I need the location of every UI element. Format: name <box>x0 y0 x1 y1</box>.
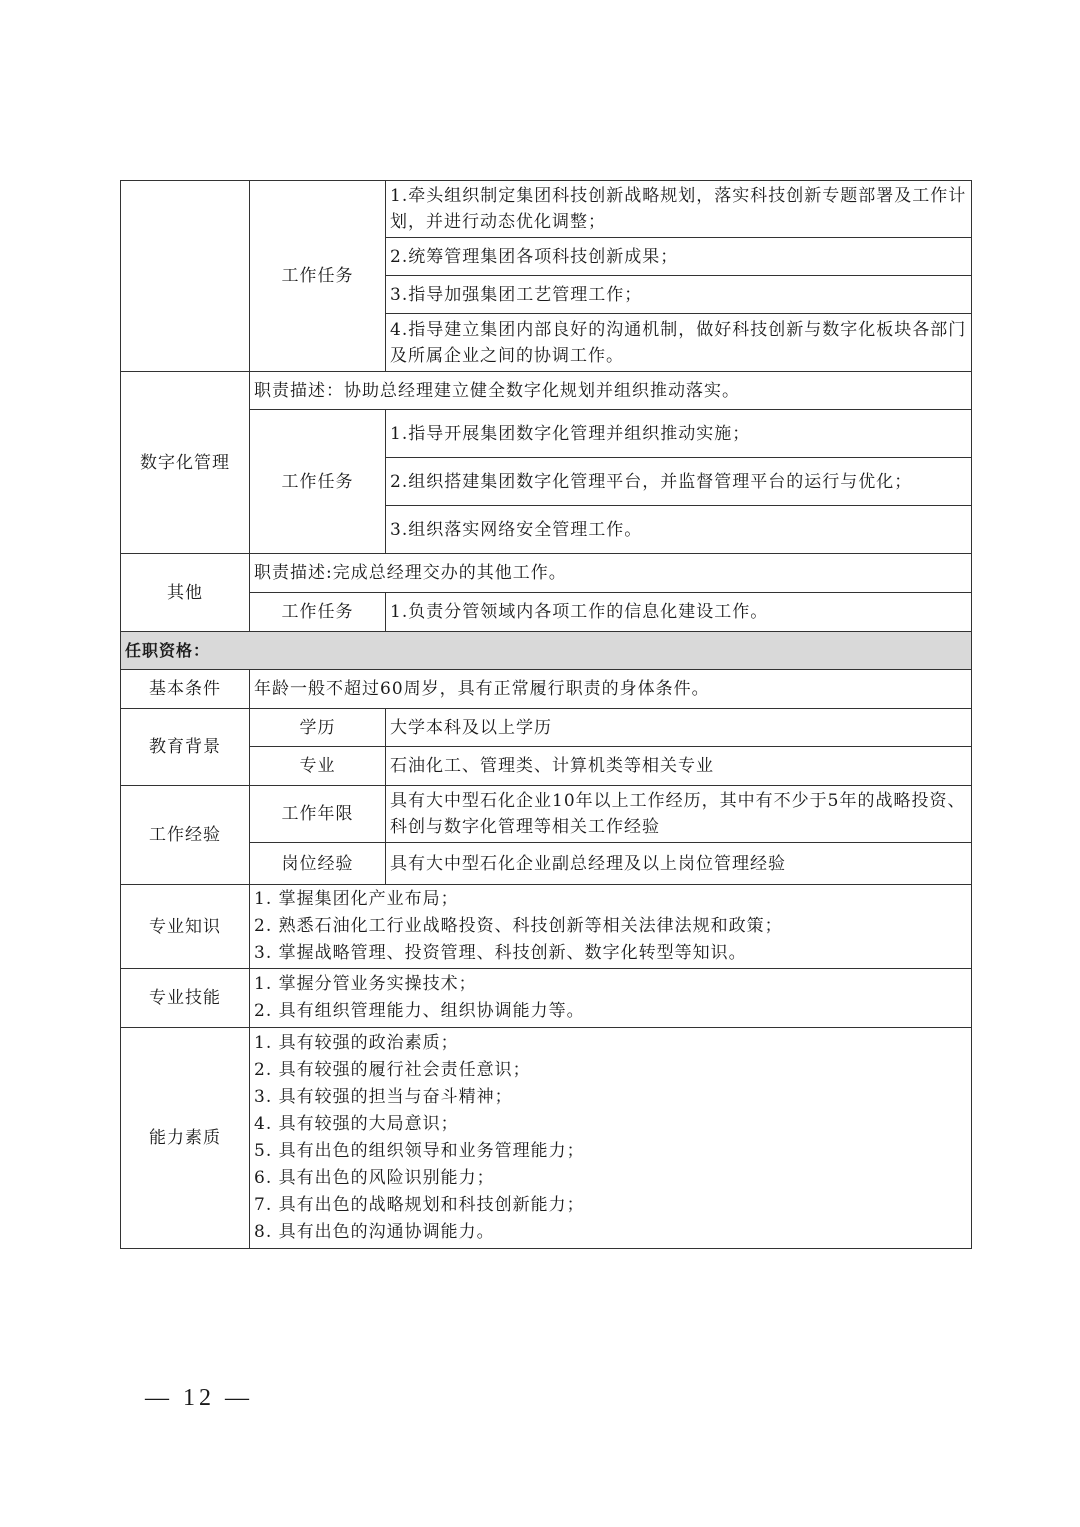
list-item: 5. 具有出色的组织领导和业务管理能力； <box>254 1141 585 1161</box>
list-item: 3. 掌握战略管理、投资管理、科技创新、数字化转型等知识。 <box>254 943 747 963</box>
list-item: 4. 具有较强的大局意识； <box>254 1114 459 1134</box>
basic-label: 基本条件 <box>121 670 250 709</box>
list-item: 1. 具有较强的政治素质； <box>254 1033 459 1053</box>
other-label: 其他 <box>121 554 250 632</box>
experience-label: 工作经验 <box>121 786 250 885</box>
list-item: 6. 具有出色的风险识别能力； <box>254 1168 495 1188</box>
post-label: 岗位经验 <box>250 843 386 885</box>
task-item: 3.组织落实网络安全管理工作。 <box>386 506 972 554</box>
digital-desc: 职责描述：协助总经理建立健全数字化规划并组织推动落实。 <box>250 372 972 410</box>
knowledge-label: 专业知识 <box>121 885 250 969</box>
skills-label: 专业技能 <box>121 969 250 1028</box>
list-item: 2. 熟悉石油化工行业战略投资、科技创新等相关法律法规和政策； <box>254 916 783 936</box>
education-label: 教育背景 <box>121 709 250 786</box>
list-item: 2. 具有较强的履行社会责任意识； <box>254 1060 531 1080</box>
degree-label: 学历 <box>250 709 386 747</box>
major-label: 专业 <box>250 747 386 786</box>
task-item: 4.指导建立集团内部良好的沟通机制，做好科技创新与数字化板块各部门及所属企业之间的协调工作。 <box>386 314 972 372</box>
list-item: 7. 具有出色的战略规划和科技创新能力； <box>254 1195 585 1215</box>
work-tasks-label: 工作任务 <box>250 181 386 372</box>
knowledge-list <box>250 885 972 969</box>
years-value: 具有大中型石化企业10年以上工作经历，其中有不少于5年的战略投资、科创与数字化管理等相关工作经验 <box>386 786 972 843</box>
task-item: 1.负责分管领域内各项工作的信息化建设工作。 <box>386 593 972 632</box>
list-item: 1. 掌握分管业务实操技术； <box>254 974 477 994</box>
list-item: 8. 具有出色的沟通协调能力。 <box>254 1222 495 1242</box>
other-task-label: 工作任务 <box>250 593 386 632</box>
degree-value: 大学本科及以上学历 <box>386 709 972 747</box>
digital-label: 数字化管理 <box>121 372 250 554</box>
ability-list <box>250 1028 972 1249</box>
post-value: 具有大中型石化企业副总经理及以上岗位管理经验 <box>386 843 972 885</box>
ability-label: 能力素质 <box>121 1028 250 1249</box>
major-value: 石油化工、管理类、计算机类等相关专业 <box>386 747 972 786</box>
page-number: — 12 — <box>145 1385 253 1411</box>
basic-value: 年龄一般不超过60周岁，具有正常履行职责的身体条件。 <box>250 670 972 709</box>
digital-task-label: 工作任务 <box>250 410 386 554</box>
task-item: 1.指导开展集团数字化管理并组织推动实施； <box>386 410 972 458</box>
task-item: 2.组织搭建集团数字化管理平台，并监督管理平台的运行与优化； <box>386 458 972 506</box>
other-desc: 职责描述:完成总经理交办的其他工作。 <box>250 554 972 593</box>
years-label: 工作年限 <box>250 786 386 843</box>
list-item: 3. 具有较强的担当与奋斗精神； <box>254 1087 513 1107</box>
task-item: 1.牵头组织制定集团科技创新战略规划，落实科技创新专题部署及工作计划，并进行动态优化调整； <box>386 181 972 238</box>
responsibility-table <box>120 180 972 1249</box>
continued-category-cell <box>121 181 250 372</box>
list-item: 2. 具有组织管理能力、组织协调能力等。 <box>254 1001 585 1021</box>
list-item: 1. 掌握集团化产业布局； <box>254 889 459 909</box>
task-item: 2.统筹管理集团各项科技创新成果； <box>386 238 972 276</box>
skills-list <box>250 969 972 1028</box>
task-item: 3.指导加强集团工艺管理工作； <box>386 276 972 314</box>
qualifications-heading: 任职资格： <box>121 632 972 670</box>
